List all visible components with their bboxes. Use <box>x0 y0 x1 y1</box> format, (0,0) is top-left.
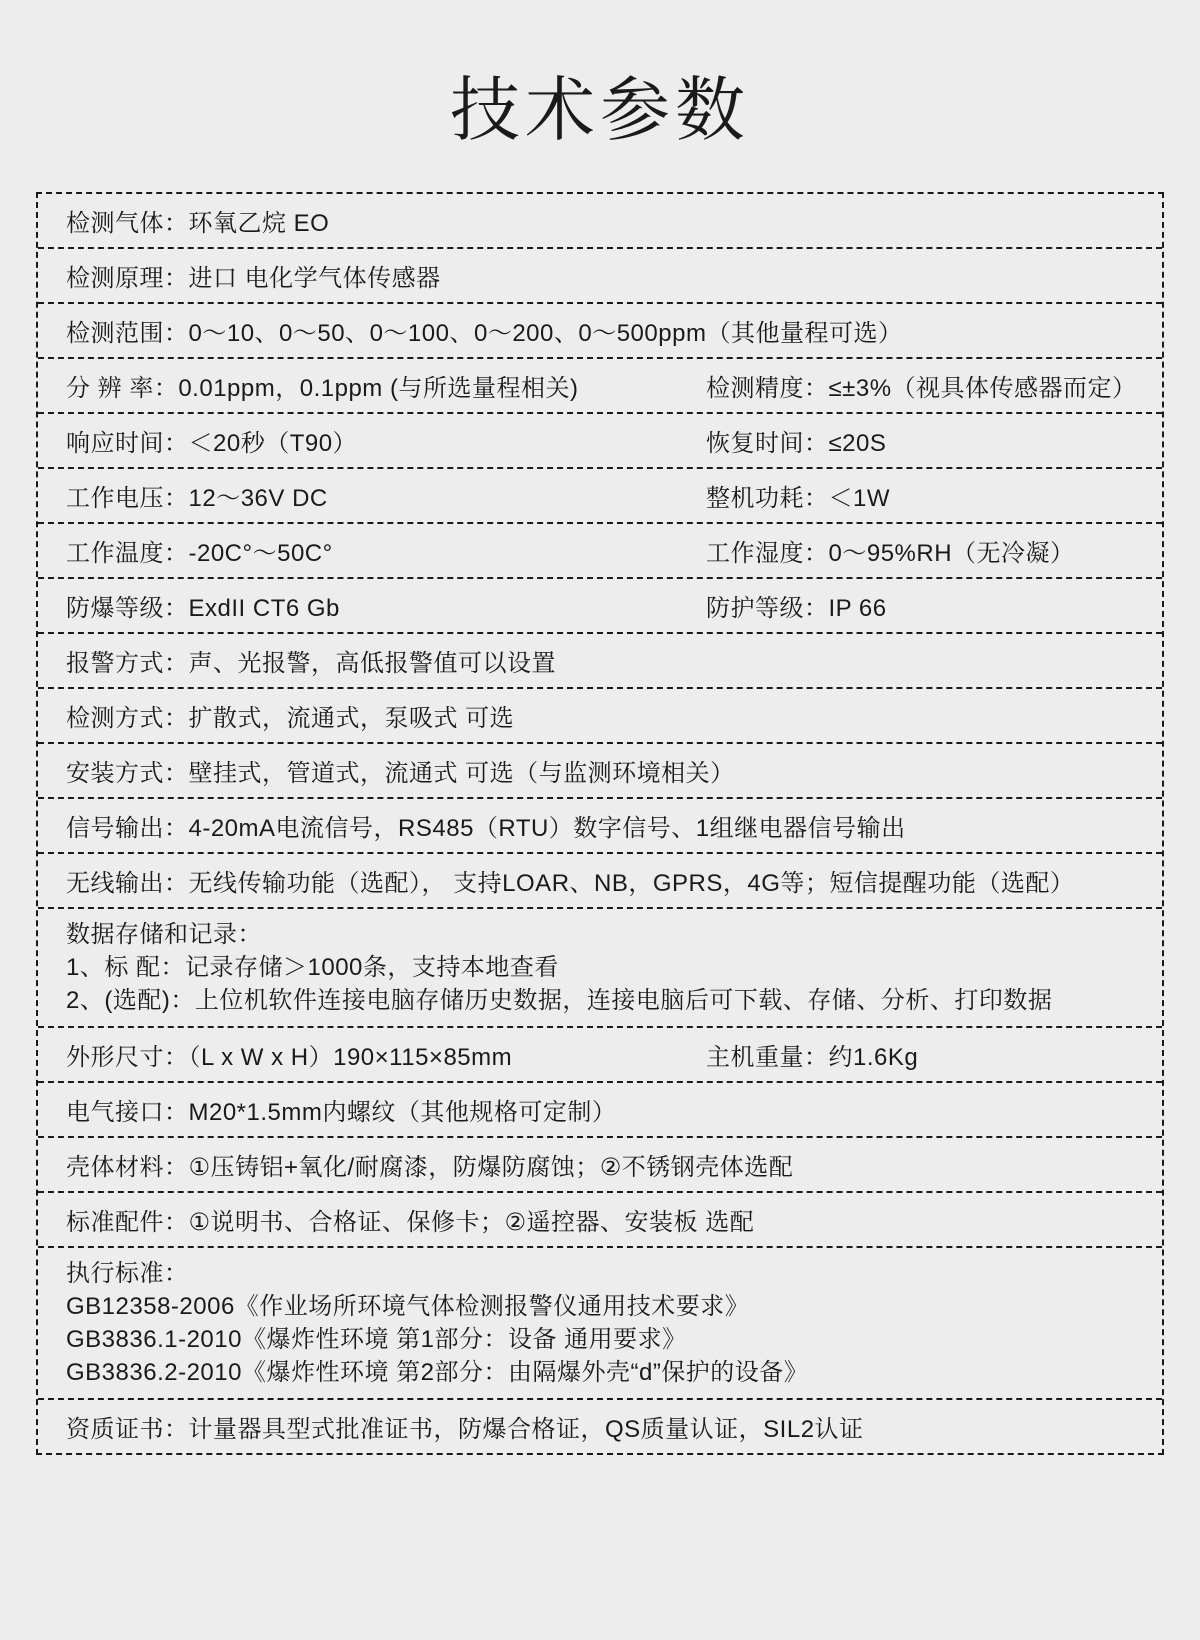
spec-row-response-recovery-time <box>38 414 1162 469</box>
spec-cell-humidity: 工作湿度：0～95%RH（无冷凝） <box>706 540 1075 567</box>
spec-cell-weight: 主机重量：约1.6Kg <box>706 1044 919 1071</box>
spec-cell-accuracy: 检测精度：≤±3%（视具体传感器而定） <box>706 375 1137 402</box>
spec-cell-temperature: 工作温度：-20C°～50C° <box>66 540 333 567</box>
spec-table <box>36 192 1164 1455</box>
spec-row-detected-gas <box>38 194 1162 249</box>
spec-cell-power: 整机功耗：＜1W <box>706 485 890 512</box>
spec-row-signal-output <box>38 799 1162 854</box>
spec-line: GB12358-2006《作业场所环境气体检测报警仪通用技术要求》 <box>66 1293 750 1320</box>
spec-cell-ip-grade: 防护等级：IP 66 <box>706 595 887 622</box>
spec-cell: 检测方式：扩散式，流通式，泵吸式 可选 <box>66 705 515 732</box>
spec-line: GB3836.1-2010《爆炸性环境 第1部分：设备 通用要求》 <box>66 1326 687 1353</box>
spec-row-resolution-accuracy <box>38 359 1162 414</box>
spec-cell: 信号输出：4-20mA电流信号，RS485（RTU）数字信号、1组继电器信号输出 <box>66 815 906 842</box>
spec-row-electrical-interface <box>38 1083 1162 1138</box>
spec-cell: 报警方式：声、光报警，高低报警值可以设置 <box>66 650 556 677</box>
spec-row-alarm-mode <box>38 634 1162 689</box>
spec-line: GB3836.2-2010《爆炸性环境 第2部分：由隔爆外壳“d”保护的设备》 <box>66 1359 809 1386</box>
spec-cell: 检测气体：环氧乙烷 EO <box>66 210 330 237</box>
spec-cell: 电气接口：M20*1.5mm内螺纹（其他规格可定制） <box>66 1099 617 1126</box>
spec-row-housing-material <box>38 1138 1162 1193</box>
spec-row-installation-mode <box>38 744 1162 799</box>
spec-row-data-storage <box>38 909 1162 1028</box>
spec-row-standard-accessories <box>38 1193 1162 1248</box>
spec-row-explosion-protection-grade <box>38 579 1162 634</box>
spec-cell: 无线输出：无线传输功能（选配）， 支持LOAR、NB，GPRS，4G等；短信提醒功能（选配） <box>66 870 1075 897</box>
spec-row-detection-principle <box>38 249 1162 304</box>
spec-sheet-page <box>0 62 1200 1640</box>
spec-row-wireless-output <box>38 854 1162 909</box>
page-title: 技术参数 <box>450 71 750 149</box>
spec-cell: 标准配件：①说明书、合格证、保修卡；②遥控器、安装板 选配 <box>66 1209 755 1236</box>
spec-cell: 壳体材料：①压铸铝+氧化/耐腐漆，防爆防腐蚀；②不锈钢壳体选配 <box>66 1154 794 1181</box>
spec-cell-voltage: 工作电压：12～36V DC <box>66 485 328 512</box>
spec-cell-explosion-proof: 防爆等级：ExdII CT6 Gb <box>66 595 340 622</box>
spec-line: 2、(选配)：上位机软件连接电脑存储历史数据，连接电脑后可下载、存储、分析、打印数据 <box>66 987 1053 1014</box>
spec-line: 执行标准： <box>66 1260 189 1287</box>
spec-row-executive-standards <box>38 1248 1162 1400</box>
spec-cell: 安装方式：壁挂式，管道式，流通式 可选（与监测环境相关） <box>66 760 735 787</box>
spec-cell: 检测范围：0～10、0～50、0～100、0～200、0～500ppm（其他量程可选） <box>66 320 903 347</box>
spec-cell-recovery-time: 恢复时间：≤20S <box>706 430 887 457</box>
spec-cell-resolution: 分 辨 率：0.01ppm，0.1ppm (与所选量程相关) <box>66 375 579 402</box>
spec-row-detection-range <box>38 304 1162 359</box>
spec-line: 数据存储和记录： <box>66 921 262 948</box>
spec-row-temperature-humidity <box>38 524 1162 579</box>
spec-cell: 资质证书：计量器具型式批准证书，防爆合格证，QS质量认证，SIL2认证 <box>66 1416 864 1443</box>
spec-row-qualification-certificates <box>38 1400 1162 1453</box>
spec-row-detection-mode <box>38 689 1162 744</box>
spec-line: 1、标 配：记录存储＞1000条，支持本地查看 <box>66 954 559 981</box>
spec-cell-response-time: 响应时间：＜20秒（T90） <box>66 430 358 457</box>
spec-cell-dimensions: 外形尺寸：（L x W x H）190×115×85mm <box>66 1044 513 1071</box>
spec-row-voltage-power <box>38 469 1162 524</box>
spec-cell: 检测原理：进口 电化学气体传感器 <box>66 265 441 292</box>
spec-row-dimensions-weight <box>38 1028 1162 1083</box>
